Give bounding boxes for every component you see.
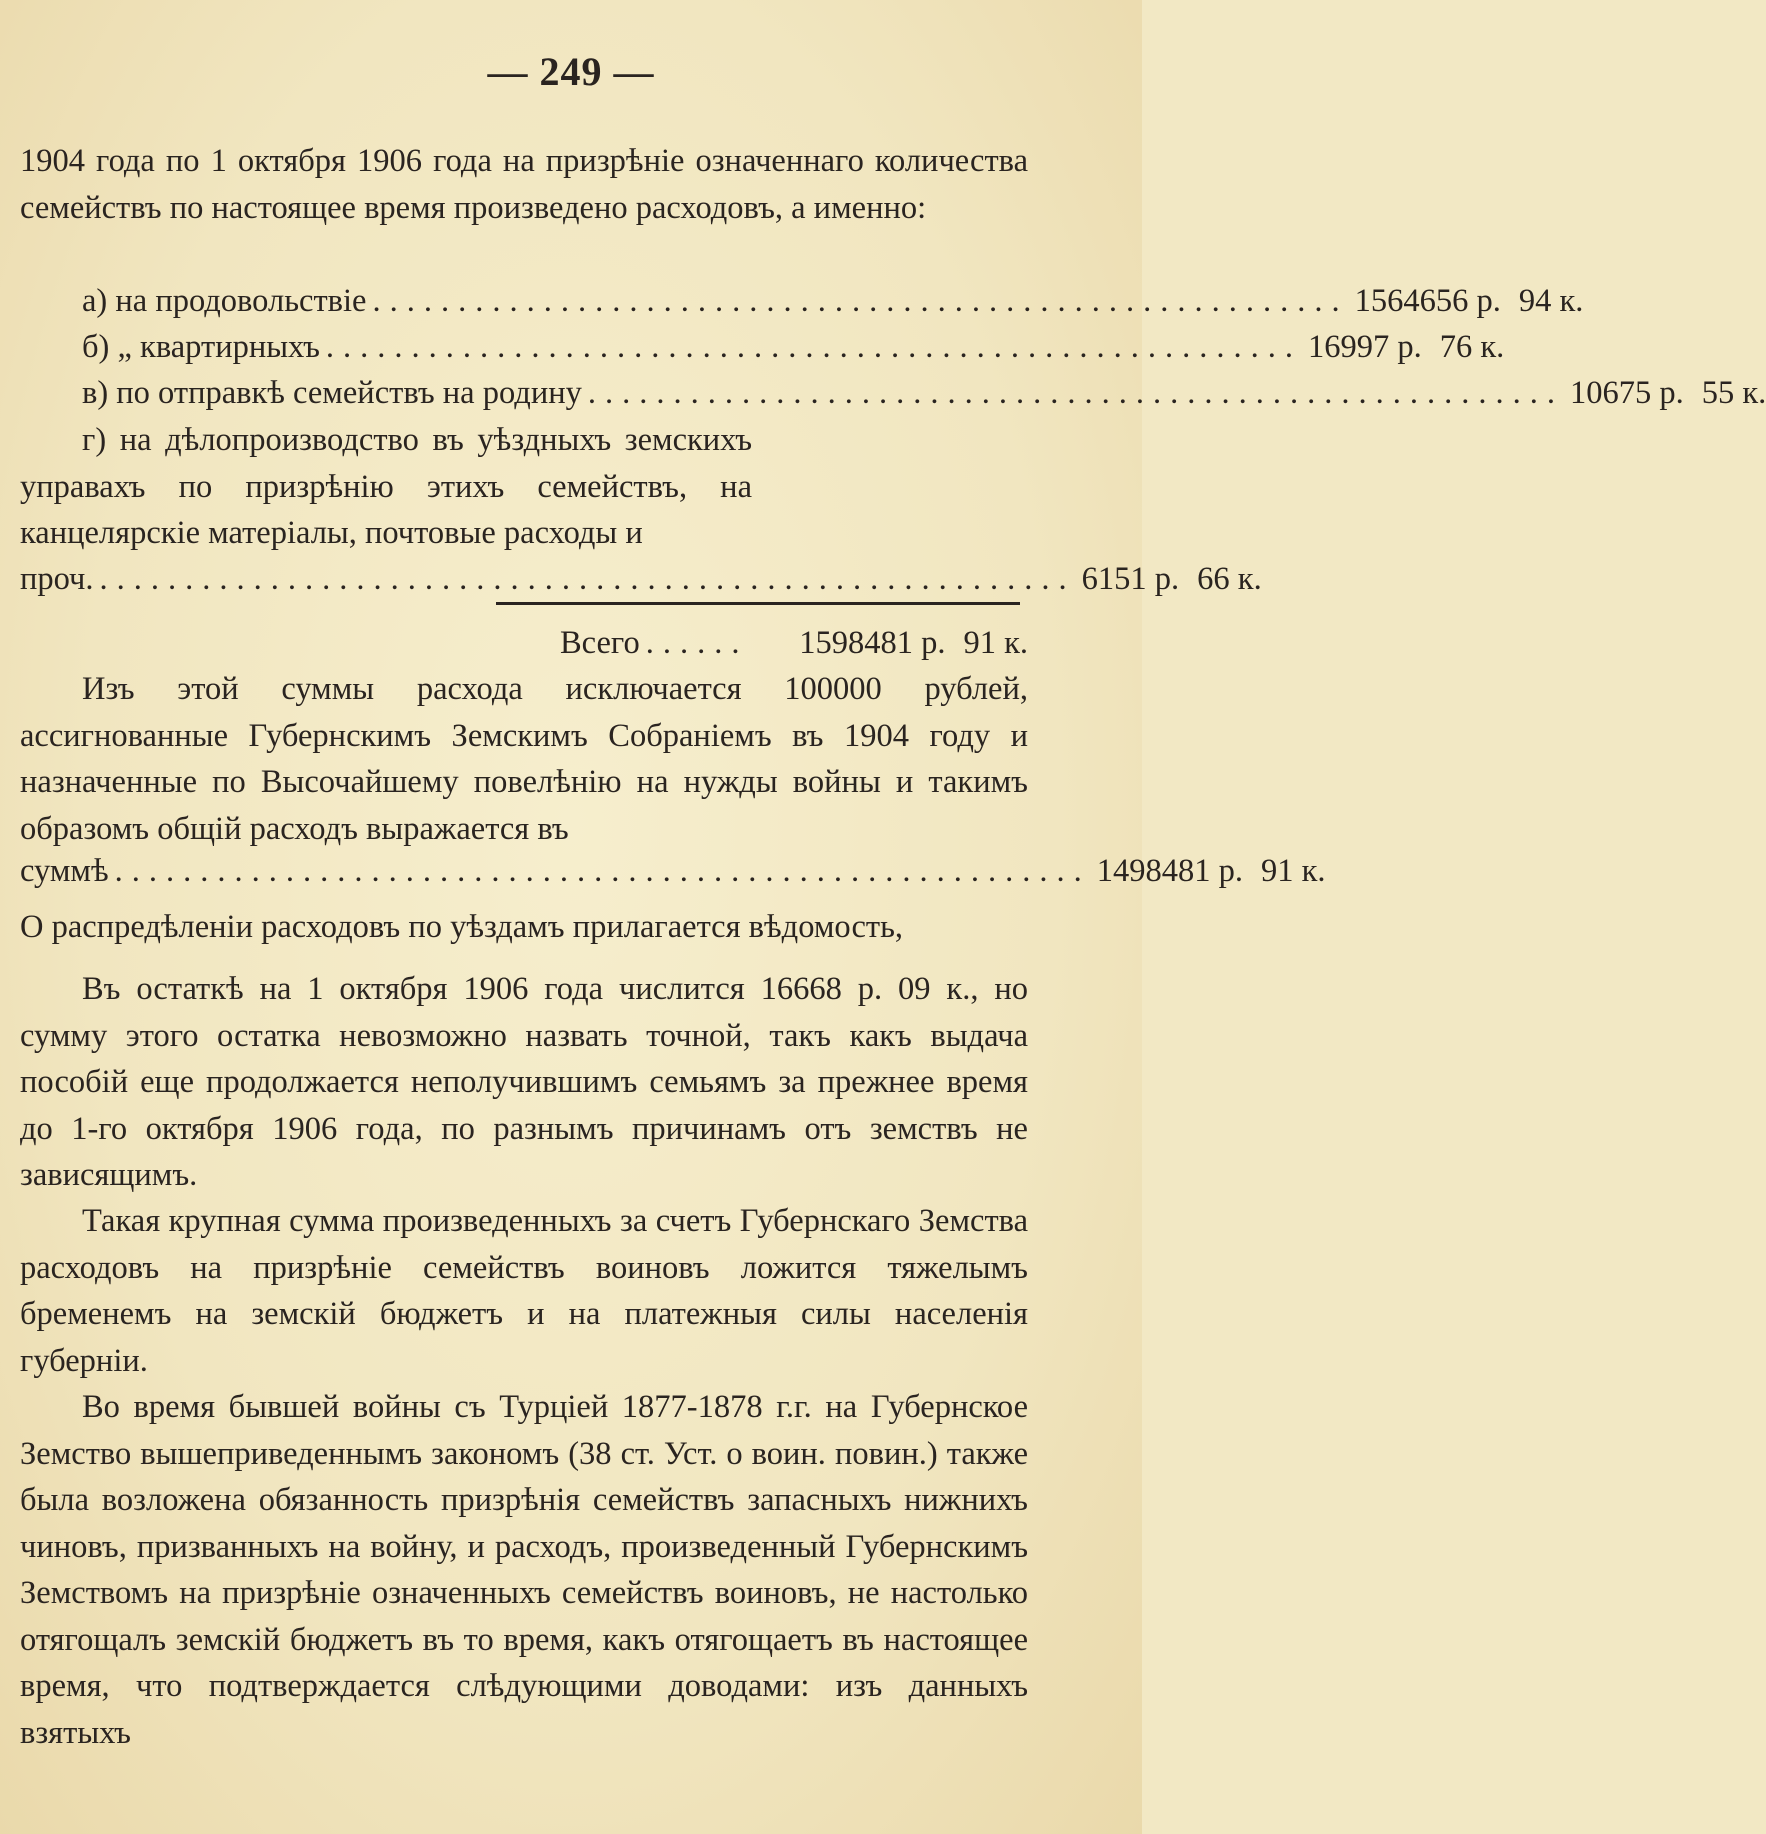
turkey-war-text: Во время бывшей войны съ Турціей 1877-1878 г.г. на Губернское Земство вышеприведеннымъ закономъ (38 ст. Уст. о воин. повин.) также была возложена обязанность призрѣнія семействъ запасныхъ нижнихъ чиновъ, призванныхъ на войну, и расходъ, произведенный Губернскимъ Земствомъ на призрѣніе означенныхъ семействъ воиновъ, не настолько отягощалъ земскій бюджетъ въ то время, какъ отягощаетъ въ настоящее время, что подтверждается слѣдующими доводами: изъ данныхъ взятыхъ (20, 1389, 1028, 1751)
expense-row-transport (20, 370, 1766, 416)
sum-amount (1097, 848, 1326, 895)
expense-label: проч. (20, 561, 94, 597)
leader-dots: ......................................................... (325, 329, 1303, 365)
intro-paragraph (20, 138, 1028, 231)
expense-amount (1308, 324, 1504, 371)
balance-text: Въ остаткѣ на 1 октября 1906 года числится 16668 р. 09 к., но сумму этого остатка невозможно назвать точной, такъ какъ выдача пособій еще продолжается неполучившимъ семьямъ за прежнее время до 1-го октября 1906 года, по разнымъ причинамъ отъ земствъ не зависящимъ. (20, 971, 1028, 1193)
turkey-war-paragraph (20, 1384, 1028, 1756)
expense-amount (1082, 556, 1262, 603)
distribution-text: О распредѣленіи расходовъ по уѣздамъ прилагается вѣдомость, (20, 909, 904, 945)
expense-row-housing (20, 324, 1505, 370)
leader-dots: ......................................................... (99, 561, 1076, 597)
expense-rub: 16997 р. (1308, 329, 1422, 365)
expense-label: б) „ квартирныхъ (82, 329, 320, 365)
expense-rub: 10675 р. (1570, 375, 1684, 411)
page-number: — 249 — (487, 49, 655, 94)
total-rub: 1598481 р. (799, 625, 946, 661)
expense-amount (1570, 370, 1766, 417)
expense-amount (1355, 278, 1584, 325)
total-kop: 91 к. (963, 625, 1028, 661)
expense-rub: 6151 р. (1081, 561, 1180, 597)
expense-label: в) по отправкѣ семействъ на родину (82, 375, 582, 411)
total-row (20, 620, 1028, 666)
sum-kop: 91 к. (1260, 853, 1326, 889)
expense-item-office (20, 417, 752, 557)
expense-kop: 94 к. (1518, 283, 1584, 319)
sum-rub: 1498481 р. (1096, 853, 1243, 889)
expense-row-misc (20, 556, 1262, 602)
intro-text: 1904 года по 1 октября 1906 года на призрѣніе означеннаго количества семействъ по настоящее время произведено расходовъ, а именно: (20, 143, 1028, 226)
leader-dots: ......................................................... (372, 283, 1349, 319)
expense-label: а) на продовольствіе (82, 283, 367, 319)
expense-kop: 55 к. (1701, 375, 1766, 411)
sum-label: суммѣ (20, 853, 109, 889)
deduction-text: Изъ этой суммы расхода исключается 100000 рублей, ассигнованные Губернскимъ Земскимъ Собраніемъ въ 1904 году и назначенные по Высочайшему повелѣнію на нужды войны и такимъ образомъ общій расходъ выражается въ (20, 671, 1028, 847)
balance-paragraph (20, 966, 1028, 1199)
leader-dots: ......................................................... (587, 375, 1564, 411)
expense-rub: 1564656 р. (1354, 283, 1501, 319)
distribution-paragraph (20, 904, 1028, 951)
leader-dots: ......................................................... (114, 853, 1091, 889)
burden-text: Такая крупная сумма произведенныхъ за счетъ Губернскаго Земства расходовъ на призрѣніе семействъ воиновъ ложится тяжелымъ бременемъ на земскій бюджетъ и на платежныя силы населенія губерніи. (20, 1203, 1028, 1379)
expense-kop: 66 к. (1197, 561, 1262, 597)
total-rule (496, 602, 1020, 605)
total-label: Всего (560, 625, 640, 661)
total-amount (799, 620, 1028, 667)
expense-office-text: г) на дѣлопроизводство въ уѣздныхъ земскихъ управахъ по призрѣнію этихъ семействъ, на канцелярскіе матеріалы, почтовые расходы и (20, 422, 752, 551)
burden-paragraph (20, 1198, 1028, 1384)
sum-row (20, 848, 1326, 894)
expense-kop: 76 к. (1439, 329, 1505, 365)
expense-row-food (20, 278, 1584, 324)
deduction-paragraph (20, 666, 1028, 852)
leader-dots: ...... (645, 625, 749, 661)
